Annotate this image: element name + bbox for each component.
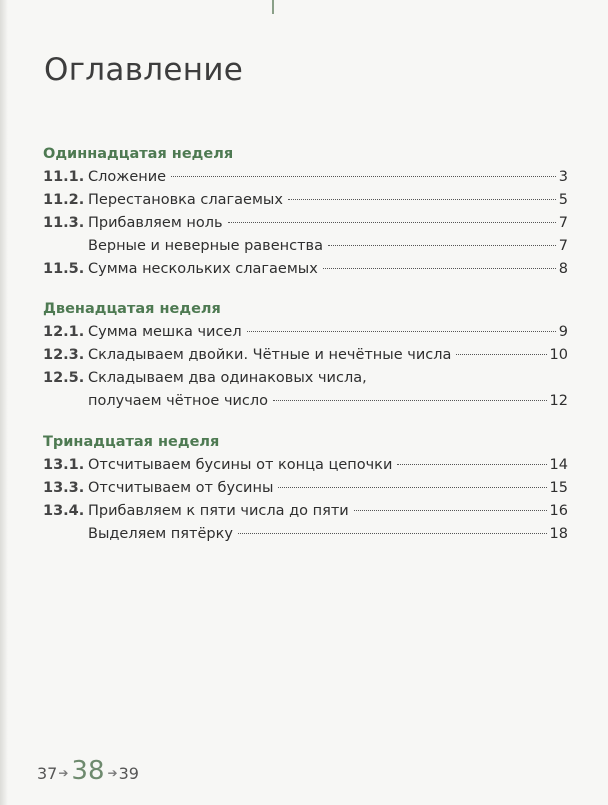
entry-page-number: 8 [558,261,568,277]
section-heading: Тринадцатая неделя [43,434,220,450]
entry-title: Перестановка слагаемых [88,192,283,208]
toc-entry[interactable] [43,500,568,523]
toc-entry[interactable] [43,212,568,235]
entry-title: Складываем двойки. Чётные и нечётные числа [88,347,452,363]
entry-number: 11.3. [43,215,85,231]
toc-entry[interactable] [43,321,568,344]
dot-leader [171,176,556,177]
entry-page-number: 18 [549,526,568,542]
entry-page-number: 7 [558,215,568,231]
toc-entry[interactable] [43,235,568,258]
top-rule-mark [272,0,274,14]
toc-section-week-11 [43,143,568,281]
entry-title-line-2: получаем чётное число [88,393,269,409]
entry-title: Отсчитываем бусины от конца цепочки [88,457,393,473]
entry-title: Отсчитываем от бусины [88,480,274,496]
entry-page-number: 15 [549,480,568,496]
section-heading: Двенадцатая неделя [43,301,221,317]
entry-page-number: 7 [558,238,568,254]
entry-number: 13.4. [43,503,85,519]
next-page-number[interactable]: 39 [118,764,139,783]
entry-number: 12.1. [43,324,85,340]
dot-leader [288,199,556,200]
dot-leader [238,533,547,534]
entry-title: Прибавляем ноль [88,215,223,231]
entry-number: 11.2. [43,192,85,208]
entry-page-number: 9 [558,324,568,340]
dot-leader [278,487,546,488]
toc-section-week-13 [43,431,568,546]
entry-number: 11.1. [43,169,85,185]
entry-page-number: 10 [549,347,568,363]
entry-page-number: 16 [549,503,568,519]
entry-title: Выделяем пятёрку [88,526,233,542]
toc-entry[interactable] [43,344,568,367]
entry-title: Сумма нескольких слагаемых [88,261,318,277]
toc-entry[interactable] [43,189,568,212]
page-number-footer [37,756,139,790]
entry-page-number: 5 [558,192,568,208]
dot-leader [354,510,547,511]
dot-leader [328,245,556,246]
entry-page-number: 14 [549,457,568,473]
entry-title-line-1: Складываем два одинаковых числа, [88,370,367,386]
toc-entry[interactable] [43,477,568,500]
entry-number: 13.3. [43,480,85,496]
dot-leader [323,268,556,269]
entry-page-number: 3 [558,169,568,185]
toc-entry-multiline[interactable] [43,367,568,413]
entry-title: Сложение [88,169,167,185]
entry-line-1 [43,367,568,390]
entry-number: 12.3. [43,347,85,363]
section-heading: Одиннадцатая неделя [43,146,234,162]
dot-leader [273,400,547,401]
arrow-right-icon: ➔ [107,766,118,780]
dot-leader [228,222,556,223]
toc-entry[interactable] [43,523,568,546]
page-title: Оглавление [44,52,244,88]
entry-number: 11.5. [43,261,85,277]
dot-leader [397,464,546,465]
entry-line-2 [43,390,568,413]
prev-page-number[interactable]: 37 [37,764,58,783]
toc-section-week-12 [43,298,568,413]
current-page-number: 38 [71,756,105,786]
dot-leader [456,354,546,355]
entry-number: 12.5. [43,370,85,386]
entry-page-number: 12 [549,393,568,409]
arrow-right-icon: ➔ [58,766,69,780]
toc-entry[interactable] [43,258,568,281]
entry-title: Сумма мешка чисел [88,324,242,340]
entry-title: Верные и неверные равенства [88,238,323,254]
toc-entry[interactable] [43,166,568,189]
page-edge [0,0,8,805]
dot-leader [247,331,556,332]
entry-title: Прибавляем к пяти числа до пяти [88,503,349,519]
entry-number: 13.1. [43,457,85,473]
toc-entry[interactable] [43,454,568,477]
